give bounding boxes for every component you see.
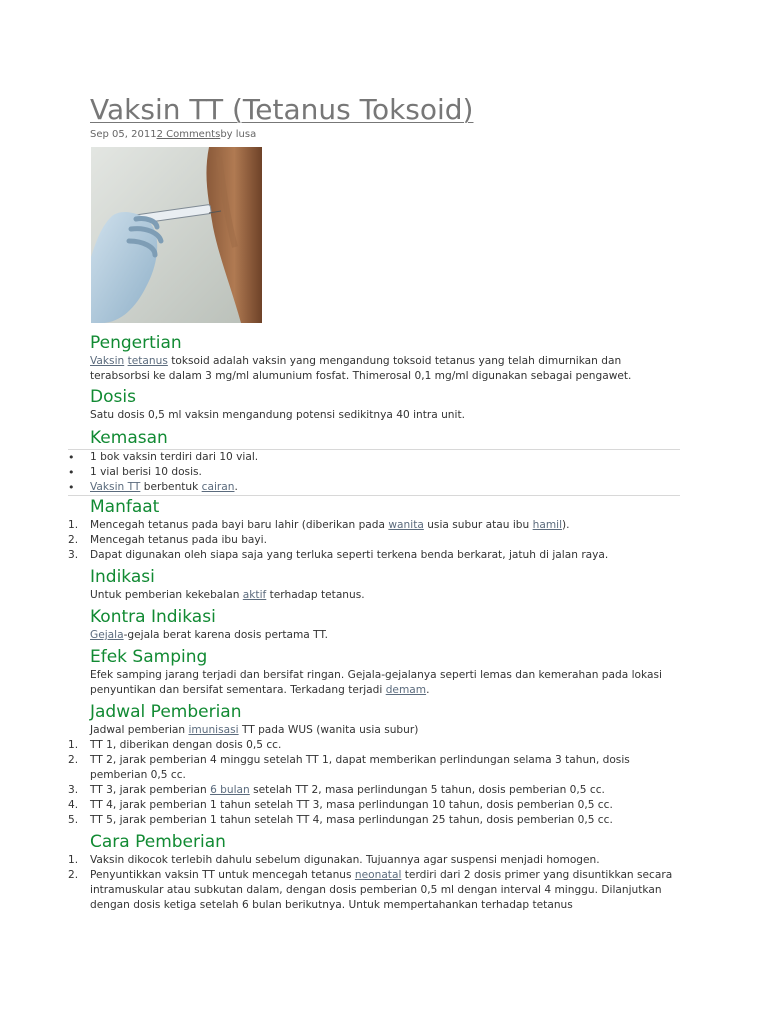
list-number: 2. [68,534,79,546]
link-6-bulan[interactable]: 6 bulan [210,784,250,796]
bullet-icon: • [68,451,75,464]
link-gejala[interactable]: Gejala [90,629,124,641]
list-number: 1. [68,739,79,751]
link-vaksin[interactable]: Vaksin [90,355,125,367]
list-item-text: usia subur atau ibu [423,519,533,531]
link-neonatal[interactable]: neonatal [354,869,402,881]
jadwal-intro [0,723,680,738]
list-item [0,465,680,480]
article-meta [90,128,256,141]
heading-efek-samping: Efek Samping [90,647,208,667]
heading-kontra-indikasi: Kontra Indikasi [90,607,216,627]
list-item-text: Vaksin dikocok terlebih dahulu sebelum digunakan. Tujuannya agar suspensi menjadi homogen. [90,854,600,866]
list-number: 1. [68,519,79,531]
indikasi-tail: terhadap tetanus. [266,589,365,601]
list-item [0,853,680,868]
heading-cara-pemberian: Cara Pemberian [90,832,226,852]
list-item-tail: setelah TT 2, masa perlindungan 5 tahun, dosis pemberian 0,5 cc. [249,784,605,796]
list-number: 3. [68,549,79,561]
list-item-text: TT 1, diberikan dengan dosis 0,5 cc. [90,739,282,751]
heading-kemasan: Kemasan [90,428,168,448]
heading-pengertian: Pengertian [90,333,182,353]
list-item [0,450,680,465]
list-item-text: Mencegah tetanus pada ibu bayi. [90,534,267,546]
pengertian-text [0,354,680,384]
efek-text [0,668,680,698]
list-item [0,798,680,813]
by-label: by [220,129,233,140]
list-item [0,753,680,783]
list-item-text: Penyuntikkan vaksin TT untuk mencegah tetanus [90,869,355,881]
link-vaksin-tt[interactable]: Vaksin TT [90,481,141,493]
list-number: 1. [68,854,79,866]
bullet-icon: • [68,466,75,479]
link-imunisasi[interactable]: imunisasi [188,724,239,736]
list-item-tail: . [234,481,238,493]
list-item [0,868,680,913]
heading-indikasi: Indikasi [90,567,155,587]
bullet-icon: • [68,481,75,494]
kontra-body: -gejala berat karena dosis pertama TT. [123,629,329,641]
link-tetanus[interactable]: tetanus [127,355,168,367]
vaccine-injection-photo [91,147,262,323]
link-aktif[interactable]: aktif [242,589,267,601]
article-body [0,332,768,913]
list-item-text: 1 bok vaksin terdiri dari 10 vial. [90,451,259,463]
heading-jadwal-pemberian: Jadwal Pemberian [90,702,242,722]
list-item-text: TT 3, jarak pemberian [90,784,211,796]
article-title[interactable]: Vaksin TT (Tetanus Toksoid) [90,93,474,126]
indikasi-body: Untuk pemberian kekebalan [90,589,243,601]
manfaat-list [0,518,768,563]
heading-manfaat: Manfaat [90,497,160,517]
list-number: 3. [68,784,79,796]
list-item-text: Mencegah tetanus pada bayi baru lahir (diberikan pada [90,519,389,531]
list-number: 5. [68,814,79,826]
link-demam[interactable]: demam [385,684,427,696]
list-number: 2. [68,754,79,766]
jadwal-list [0,738,768,828]
list-item [0,518,680,533]
kontra-text [0,628,680,643]
jadwal-intro-text: Jadwal pemberian [90,724,189,736]
list-item [0,480,680,495]
jadwal-intro-tail: TT pada WUS (wanita usia subur) [238,724,419,736]
list-item-text: TT 5, jarak pemberian 1 tahun setelah TT 4, masa perlindungan 25 tahun, dosis pemberian 0,5 cc. [90,814,613,826]
list-item [0,533,680,548]
pengertian-body: toksoid adalah vaksin yang mengandung toksoid tetanus yang telah dimurnikan dan terabsorbsi ke dalam 3 mg/ml alumunium fosfat. Thimerosal 0,1 mg/ml digunakan sebagai pengawet. [90,355,632,382]
efek-body: Efek samping jarang terjadi dan bersifat ringan. Gejala-gejalanya seperti lemas dan kemerahan pada lokasi penyuntikan dan bersifat sementara. Terkadang terjadi [90,669,662,696]
kemasan-list [0,450,768,495]
list-number: 4. [68,799,79,811]
efek-tail: . [426,684,430,696]
list-item [0,548,680,563]
list-item-text: 1 vial berisi 10 dosis. [90,466,202,478]
list-number: 2. [68,869,79,881]
list-item-tail: terdiri dari 2 dosis primer yang disuntikkan secara intramuskular atau subkutan dalam, dengan dosis pemberian 0,5 ml dengan interval 4 minggu. Dilanjutkan dengan dosis ketiga setelah 6 bulan berikutnya. Untuk mempertahankan terhadap tetanus [90,869,673,911]
list-item-text: TT 2, jarak pemberian 4 minggu setelah TT 1, dapat memberikan perlindungan selama 3 tahun, dosis pemberian 0,5 cc. [90,754,630,781]
list-item-text: berbentuk [140,481,202,493]
post-date: Sep 05, 2011 [90,129,157,140]
list-item [0,783,680,798]
post-author: lusa [235,129,257,140]
dosis-text: Satu dosis 0,5 ml vaksin mengandung potensi sedikitnya 40 intra unit. [90,409,465,421]
list-item-text: TT 4, jarak pemberian 1 tahun setelah TT 3, masa perlindungan 10 tahun, dosis pemberian 0,5 cc. [90,799,613,811]
heading-dosis: Dosis [90,387,136,407]
comments-link[interactable]: 2 Comments [156,129,221,140]
cara-list [0,853,768,913]
list-item [0,738,680,753]
list-item-tail: ). [562,519,570,531]
link-hamil[interactable]: hamil [532,519,563,531]
link-cairan[interactable]: cairan [201,481,235,493]
list-item-text: Dapat digunakan oleh siapa saja yang terluka seperti terkena benda berkarat, jatuh di jalan raya. [90,549,609,561]
indikasi-text [0,588,680,603]
list-item [0,813,680,828]
link-wanita[interactable]: wanita [388,519,424,531]
